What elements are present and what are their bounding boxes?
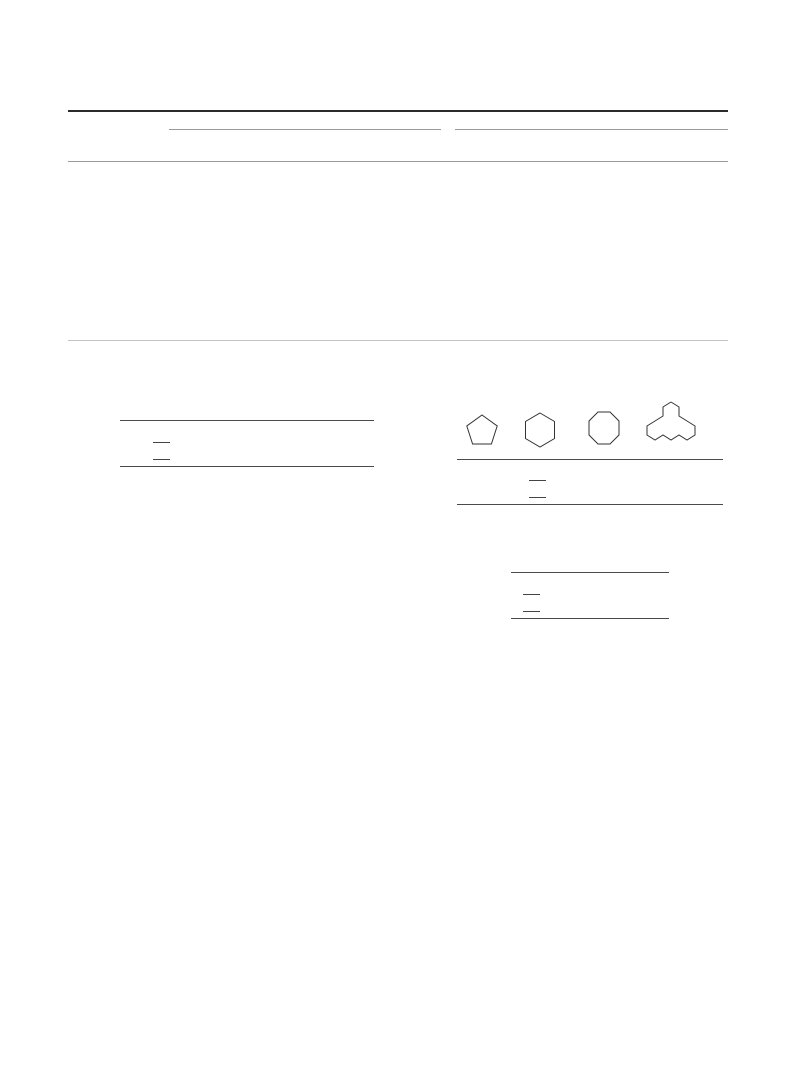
small-table-fraction-bar-2 [523,611,540,612]
right-table-top-rule [457,459,723,460]
hexagon-icon [520,409,560,451]
left-table-top-rule [120,420,374,421]
left-table-fraction-bar-2 [153,459,170,460]
small-table-bottom-rule [511,618,669,619]
right-table-fraction-bar-1 [529,480,546,481]
left-table-fraction-bar-1 [153,442,170,443]
main-table-group-rule-right [455,129,728,130]
small-table-fraction-bar-1 [523,594,540,595]
small-table-top-rule [511,572,669,573]
main-table-top-rule [68,110,728,112]
left-table-bottom-rule [120,466,374,467]
pentagon-icon [462,410,502,450]
main-table-bottom-rule [68,340,728,341]
octagon-icon [582,407,626,451]
main-table-header-rule [68,161,728,162]
right-table-fraction-bar-2 [529,497,546,498]
right-table-bottom-rule [457,504,723,505]
fused-hexagons-icon [644,400,698,450]
main-table-group-rule-left [169,129,441,130]
